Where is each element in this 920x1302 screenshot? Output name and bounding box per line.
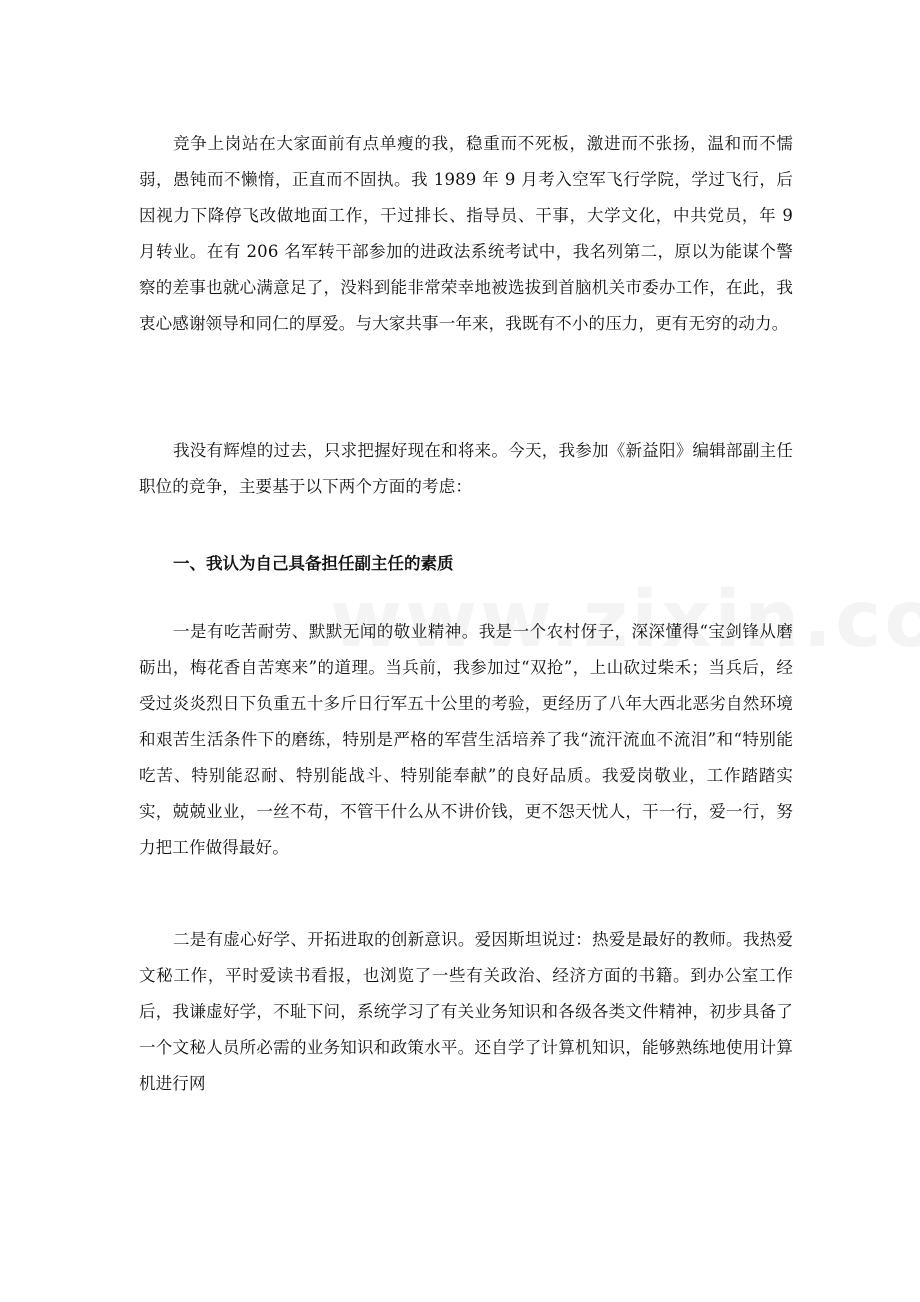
- paragraph-point-two: 二是有虚心好学、开拓进取的创新意识。爱因斯坦说过：热爱是最好的教师。我热爱文秘工作，平时爱读书看报，也浏览了一些有关政治、经济方面的书籍。到办公室工作后，我谦虚好学，不耻下问，系统学习了有关业务知识和各级各类文件精神，初步具备了一个文秘人员所必需的业务知识和政策水平。还自学了计算机知识，能够熟练地使用计算机进行网: [139, 930, 793, 1093]
- paragraph-point-one: 一是有吃苦耐劳、默默无闻的敬业精神。我是一个农村伢子，深深懂得“宝剑锋从磨砺出，梅花香自苦寒来”的道理。当兵前，我参加过“双抢”，上山砍过柴禾；当兵后，经受过炎炎烈日下负重五十多斤日行军五十公里的考验，更经历了八年大西北恶劣自然环境和艰苦生活条件下的磨练，特别是严格的军营生活培养了我“流汗流血不流泪”和“特别能吃苦、特别能忍耐、特别能战斗、特别能奉献”的良好品质。我爱岗敬业，工作踏踏实实，兢兢业业，一丝不苟，不管干什么从不讲价钱，更不怨天忧人，干一行，爱一行，努力把工作做得最好。: [139, 622, 793, 857]
- paragraph-intro: 竞争上岗站在大家面前有点单瘦的我，稳重而不死板，激进而不张扬，温和而不懦弱，愚钝而不懒惰，正直而不固执。我 1989 年 9 月考入空军飞行学院，学过飞行，后因视力下降停飞改做地面工作，干过排长、指导员、干事，大学文化，中共党员，年 9 月转业。在有 206 名军转干部参加的进政法系统考试中，我名列第二，原以为能谋个警察的差事也就心满意足了，没料到能非常荣幸地被选拔到首脑机关市委办工作，在此，我衷心感谢领导和同仁的厚爱。与大家共事一年来，我既有不小的压力，更有无穷的动力。: [139, 134, 793, 333]
- paragraph-reasons: 我没有辉煌的过去，只求把握好现在和将来。今天，我参加《新益阳》编辑部副主任职位的竞争，主要基于以下两个方面的考虑：: [139, 441, 793, 496]
- section-heading: 一、我认为自己具备担任副主任的素质: [173, 554, 454, 573]
